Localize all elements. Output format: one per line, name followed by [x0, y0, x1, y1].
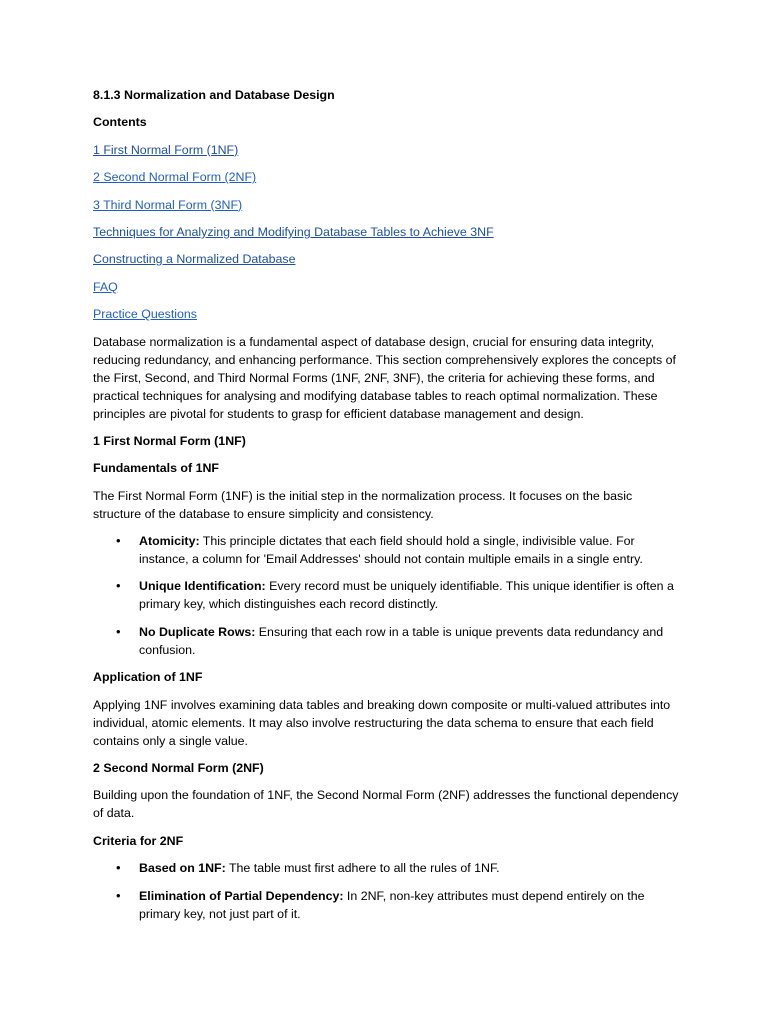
paragraph-application-1nf: Applying 1NF involves examining data tables and breaking down composite or multi-valued attributes into individual, atomic elements. It may also involve restructuring the data schema to ensure that each field contains only a single value.: [93, 697, 671, 748]
table-of-contents: [93, 141, 683, 323]
bullet-term: Elimination of Partial Dependency:: [139, 888, 344, 903]
paragraph-1nf-intro: The First Normal Form (1NF) is the initial step in the normalization process. It focuses on the basic structure of the database to ensure simplicity and consistency.: [93, 488, 633, 521]
toc-link-constructing[interactable]: Constructing a Normalized Database: [93, 252, 296, 267]
list-item: [139, 532, 683, 568]
bullet-term: Unique Identification:: [139, 579, 266, 594]
bullet-text: This principle dictates that each field should hold a single, indivisible value. For instance, a column for 'Email Addresses' should not contain multiple emails in a single entry.: [139, 534, 643, 567]
bullet-list-1nf: [93, 532, 683, 659]
bullet-text: The table must first adhere to all the rules of 1NF.: [225, 861, 500, 876]
paragraph-2nf-intro: Building upon the foundation of 1NF, the Second Normal Form (2NF) addresses the functional dependency of data.: [93, 788, 679, 821]
toc-link-techniques[interactable]: Techniques for Analyzing and Modifying Database Tables to Achieve 3NF: [93, 224, 494, 239]
bullet-text: In 2NF, non-key attributes must depend entirely on the primary key, not just part of it.: [139, 888, 645, 921]
bullet-term: No Duplicate Rows:: [139, 624, 256, 639]
toc-link-3nf[interactable]: 3 Third Normal Form (3NF): [93, 197, 243, 212]
subheading-fundamentals-1nf: Fundamentals of 1NF: [93, 461, 219, 476]
list-item: [139, 887, 683, 923]
subheading-application-1nf: Application of 1NF: [93, 670, 203, 685]
intro-paragraph: Database normalization is a fundamental aspect of database design, crucial for ensuring data integrity, reducing redundancy, and enhancing performance. This section comprehensively explores the concepts of the First, Second, and Third Normal Forms (1NF, 2NF, 3NF), the criteria for achieving these forms, and practical techniques for analysing and modifying database tables to reach optimal normalization. These principles are pivotal for students to grasp for efficient database management and design.: [93, 334, 676, 421]
section-heading-2nf: 2 Second Normal Form (2NF): [93, 761, 264, 776]
document-page: [93, 86, 683, 932]
bullet-list-2nf: [93, 859, 683, 922]
bullet-text: Every record must be uniquely identifiable. This unique identifier is often a primary key, which distinguishes each record distinctly.: [139, 579, 674, 612]
toc-link-1nf[interactable]: 1 First Normal Form (1NF): [93, 142, 239, 157]
toc-link-faq[interactable]: FAQ: [93, 279, 118, 294]
list-item: [139, 577, 683, 613]
toc-link-2nf[interactable]: 2 Second Normal Form (2NF): [93, 170, 257, 185]
bullet-term: Based on 1NF:: [139, 861, 226, 876]
list-item: [139, 623, 683, 659]
section-heading-1nf: 1 First Normal Form (1NF): [93, 433, 246, 448]
bullet-term: Atomicity:: [139, 534, 200, 549]
bullet-text: Ensuring that each row in a table is unique prevents data redundancy and confusion.: [139, 624, 664, 657]
toc-link-practice[interactable]: Practice Questions: [93, 307, 197, 322]
subheading-criteria-2nf: Criteria for 2NF: [93, 833, 184, 848]
contents-heading: Contents: [93, 115, 147, 130]
page-title: 8.1.3 Normalization and Database Design: [93, 88, 335, 102]
list-item: [139, 859, 683, 877]
